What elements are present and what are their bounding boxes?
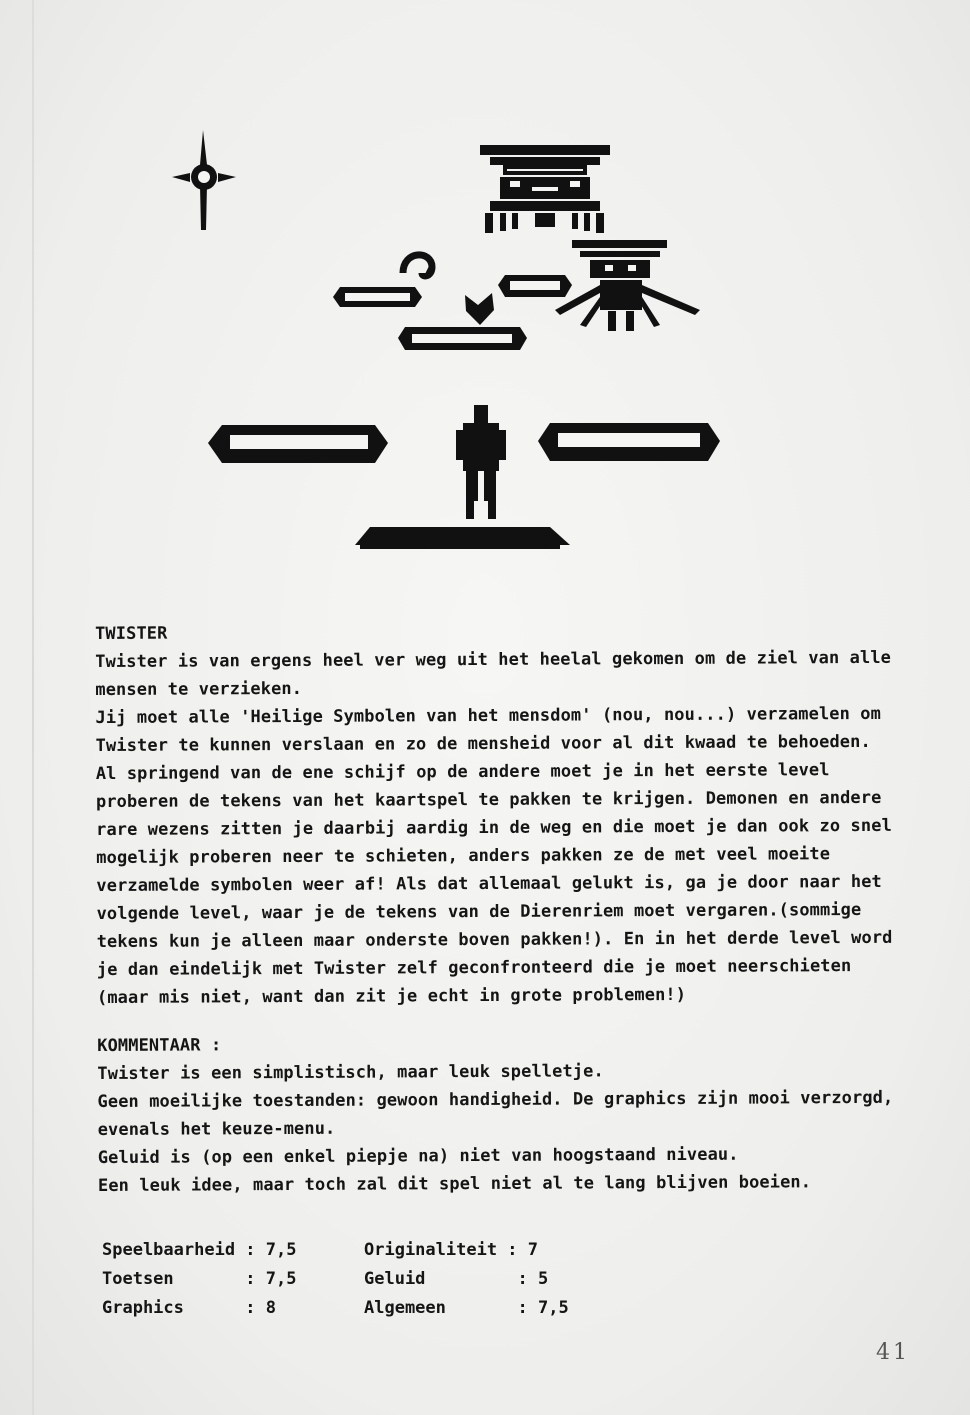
- sparkle-star-icon: [172, 130, 236, 230]
- floating-disc-platform-icon: [208, 275, 720, 549]
- commentary-line-2: Geen moeilijke toestanden: gewoon handigheid. De graphics zijn mooi verzorgd, evenals het keuze-menu.: [97, 1087, 894, 1140]
- platform-disc: [398, 327, 527, 350]
- rating-label: Algemeen: [364, 1298, 446, 1318]
- rating-value: 7,5: [265, 1269, 297, 1289]
- rating-value: 7,5: [265, 1240, 297, 1260]
- twister-figure-icon: [456, 405, 506, 519]
- platform-disc: [538, 423, 720, 461]
- ground-platform-base: [360, 545, 560, 549]
- article-paragraph-3: Al springend van de ene schijf op de andere moet je in het eerste level proberen de tekens van het kaartspel te pakken te krijgen. Demonen en andere rare wezens zitten je daarbij aardig in de weg en die moet je dan ook zo snel mogelijk proberen neer te schieten, anders pakken ze de met veel moeite verzamelde symbolen weer af! Als dat allemaal gelukt is, ga je door naar het volgende level, waar je de tekens van de Dierenriem moet vergaren.(sommige tekens kun je alleen maar onderste boven pakken!). En in het derde level word je dan eindelijk met Twister zelf geconfronteerd die je moet neerschieten (maar mis niet, want dan zit je echt in grote problemen!): [95, 760, 893, 1008]
- ratings-table: [102, 1236, 622, 1323]
- article-paragraph-1: Twister is van ergens heel ver weg uit het heelal gekomen om de ziel van alle mensen te verzieken.: [95, 647, 892, 700]
- platform-disc: [208, 425, 388, 463]
- spider-creature-icon: [555, 240, 700, 331]
- ground-platform: [355, 527, 570, 545]
- commentary-line-3: Geluid is (op een enkel piepje na) niet van hoogstaand niveau.: [97, 1144, 739, 1168]
- platform-disc: [498, 275, 572, 297]
- rating-originaliteit: Originaliteit : 7: [364, 1240, 539, 1260]
- rating-label: Originaliteit: [364, 1240, 498, 1260]
- page-fold: [32, 0, 34, 1415]
- rating-label: Geluid: [364, 1269, 426, 1289]
- platform-disc: [333, 287, 422, 307]
- rating-algemeen: Algemeen : 7,5: [364, 1298, 569, 1318]
- horseshoe-symbol-icon: [403, 255, 432, 276]
- commentary-line-4: Een leuk idee, maar toch zal dit spel niet al te lang blijven boeien.: [97, 1172, 812, 1196]
- rating-label: Speelbaarheid: [102, 1240, 236, 1260]
- article-title: TWISTER: [95, 623, 168, 644]
- page-number: 41: [876, 1340, 910, 1365]
- game-screenshot-illustration: [160, 125, 740, 555]
- commentary-heading: KOMMENTAAR :: [97, 1035, 222, 1056]
- article-paragraph-2: Jij moet alle 'Heilige Symbolen van het mensdom' (nou, nou...) verzamelen om Twister te kunnen verslaan en zo de mensheid voor al dit kwaad te behoeden.: [95, 703, 882, 756]
- rating-value: 8: [265, 1298, 277, 1318]
- commentary-line-1: Twister is een simplistisch, maar leuk spelletje.: [97, 1061, 604, 1084]
- rating-value: 7: [527, 1240, 539, 1260]
- demon-creature-icon: [480, 145, 610, 233]
- rating-toetsen: Toetsen : 7,5: [102, 1269, 297, 1289]
- rating-value: 5: [538, 1269, 549, 1289]
- rating-geluid: Geluid : 5: [364, 1269, 549, 1289]
- rating-label: Toetsen: [102, 1269, 174, 1289]
- rating-graphics: Graphics : 8: [102, 1298, 277, 1318]
- article-body: [95, 616, 908, 1200]
- rating-label: Graphics: [102, 1298, 184, 1318]
- bat-symbol-icon: [465, 293, 494, 325]
- rating-value: 7,5: [538, 1298, 569, 1318]
- rating-speelbaarheid: Speelbaarheid : 7,5: [102, 1240, 297, 1260]
